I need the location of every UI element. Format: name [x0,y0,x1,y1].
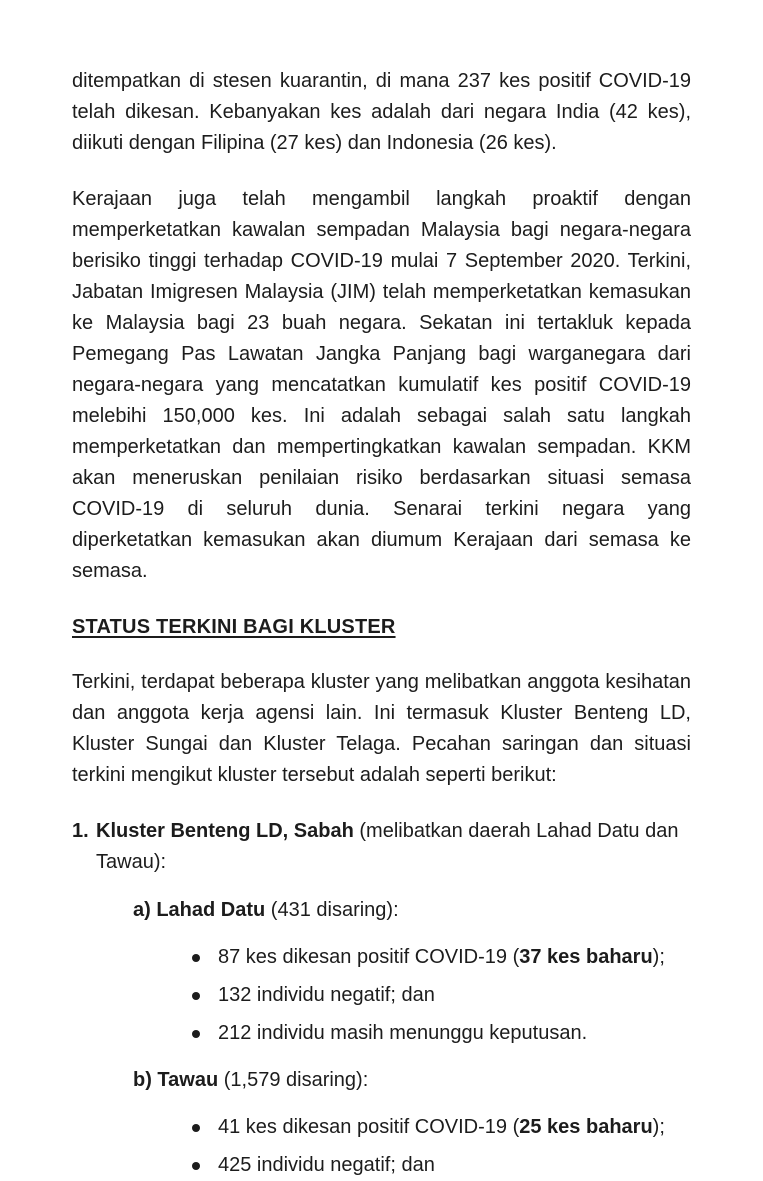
location-label: b) Tawau [133,1069,219,1091]
bullet-text: ); [652,1116,665,1138]
bullet-text: ); [652,946,665,968]
cluster-number: 1. [72,820,89,842]
paragraph-quarantine-stats: ditempatkan di stesen kuarantin, di mana 237 kes positif COVID-19 telah dikesan. Kebanyakan kes adalah dari negara India (42 kes), diikuti dengan Filipina (27 kes) dan Indonesia (26 kes). [72,70,691,154]
bullet-text: 41 kes dikesan positif COVID-19 ( [218,1116,520,1138]
bullet-text-bold: 25 kes baharu [519,1116,653,1138]
list-item [72,980,691,1011]
bullet-icon [192,954,200,962]
bullet-icon [192,1162,200,1170]
list-item [72,1150,691,1181]
bullet-text: 87 kes dikesan positif COVID-19 ( [218,946,520,968]
paragraph-border-control: Kerajaan juga telah mengambil langkah proaktif dengan memperketatkan kawalan sempadan Malaysia bagi negara-negara berisiko tinggi terhadap COVID-19 mulai 7 September 2020. Terkini, Jabatan Imigresen Malaysia (JIM) telah memperketatkan kemasukan ke Malaysia bagi 23 buah negara. Sekatan ini tertakluk kepada Pemegang Pas Lawatan Jangka Panjang bagi warganegara dari negara-negara yang mencatatkan kumulatif kes positif COVID-19 melebihi 150,000 kes. Ini adalah sebagai salah satu langkah memperketatkan dan mempertingkatkan kawalan sempadan. KKM akan meneruskan penilaian risiko berdasarkan situasi semasa COVID-19 di seluruh dunia. Senarai terkini negara yang diperketatkan kemasukan akan diumum Kerajaan dari semasa ke semasa. [72,188,691,582]
bullet-icon [192,1124,200,1132]
section-heading-cluster-status: STATUS TERKINI BAGI KLUSTER [72,616,396,638]
location-tawau-heading [72,1065,691,1096]
cluster-name-suffix: (melibatkan daerah Lahad Datu dan Tawau): [96,820,679,873]
bullet-text: 212 individu masih menunggu keputusan. [218,1022,588,1044]
tawau-bullet-list [72,1112,691,1181]
bullet-text: 425 individu negatif; dan [218,1154,435,1176]
location-suffix: (1,579 disaring): [218,1069,369,1091]
list-item [72,1112,691,1143]
location-suffix: (431 disaring): [265,899,399,921]
location-lahad-datu-heading [72,895,691,926]
bullet-icon [192,1030,200,1038]
cluster-name: Kluster Benteng LD, Sabah [96,820,354,842]
paragraph-cluster-intro: Terkini, terdapat beberapa kluster yang melibatkan anggota kesihatan dan anggota kerja agensi lain. Ini termasuk Kluster Benteng LD, Kluster Sungai dan Kluster Telaga. Pecahan saringan dan situasi terkini mengikut kluster tersebut adalah seperti berikut: [72,671,691,786]
cluster-benteng-heading [72,816,691,878]
bullet-icon [192,992,200,1000]
location-label: a) Lahad Datu [133,899,266,921]
lahad-datu-bullet-list [72,942,691,1049]
list-item [72,942,691,973]
list-item [72,1018,691,1049]
bullet-text-bold: 37 kes baharu [519,946,653,968]
bullet-text: 132 individu negatif; dan [218,984,435,1006]
